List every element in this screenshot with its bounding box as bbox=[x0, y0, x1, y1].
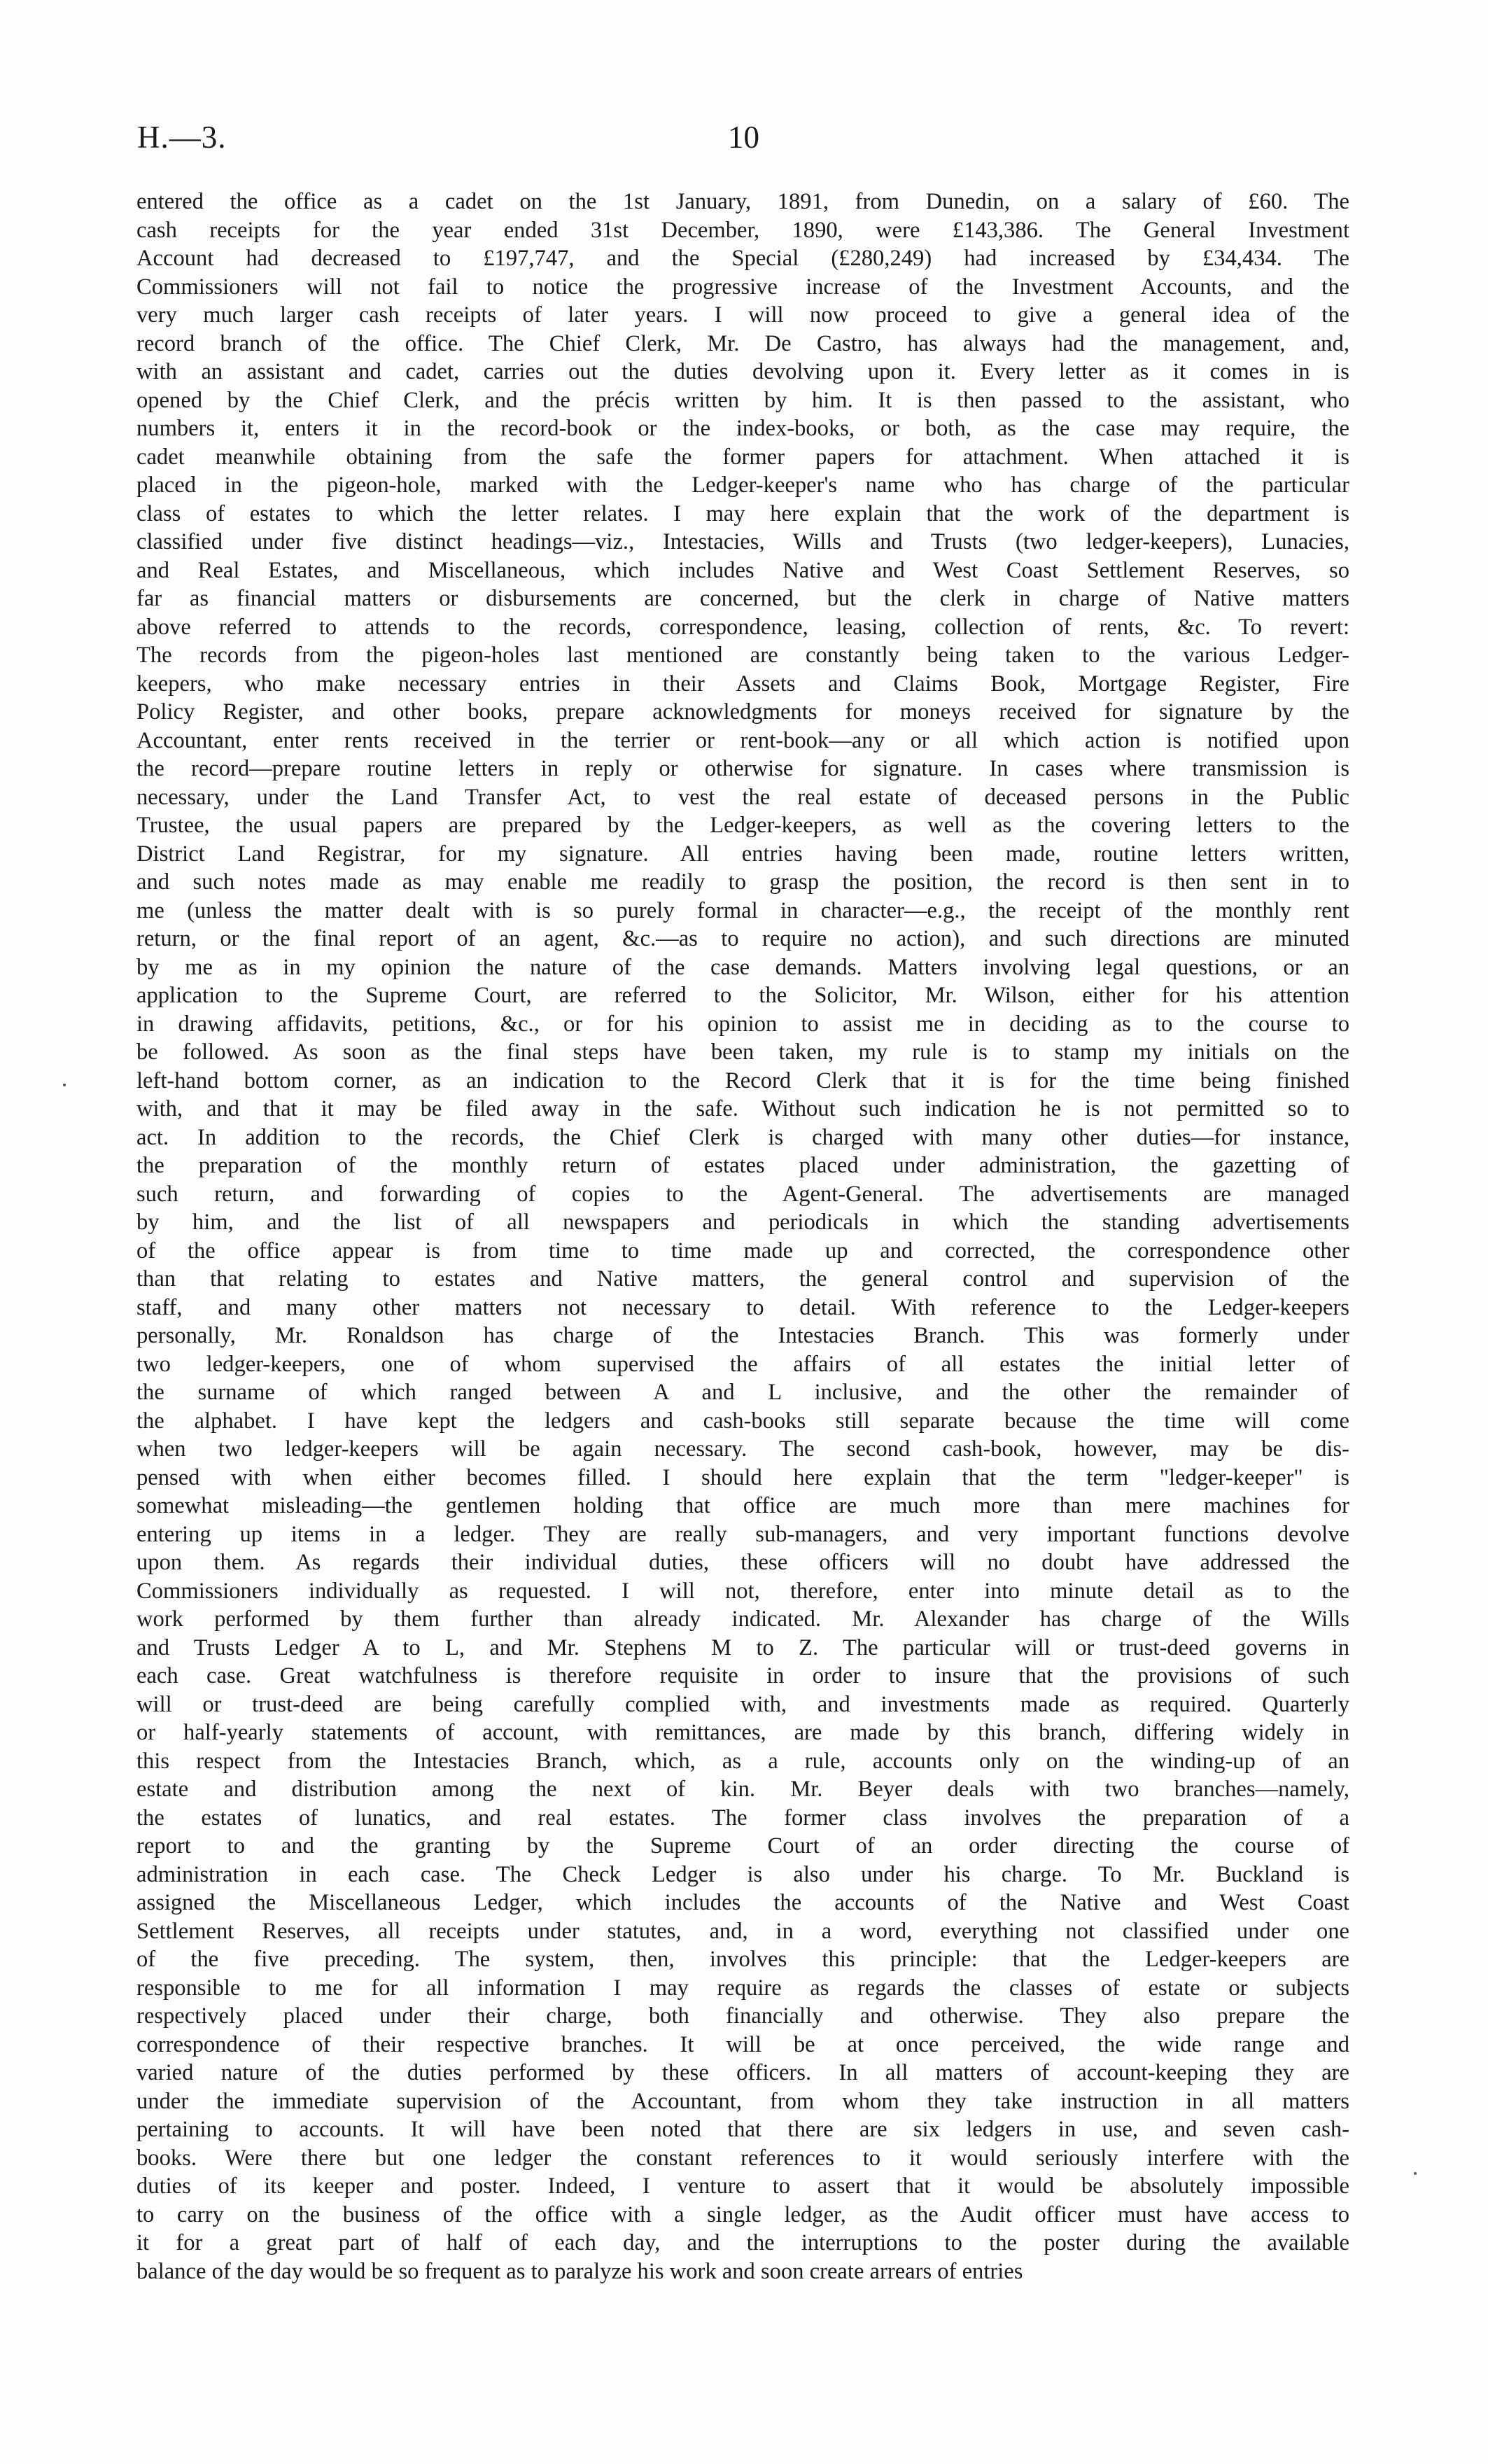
text-line: record branch of the office. The Chief Clerk, Mr. De Castro, has always had the management, and, bbox=[136, 330, 1349, 356]
margin-speck bbox=[63, 1084, 66, 1086]
text-line: of the five preceding. The system, then, involves this principle: that the Ledger-keepers are bbox=[136, 1947, 1349, 1972]
text-line: somewhat misleading—the gentlemen holding that office are much more than mere machines for bbox=[136, 1493, 1349, 1518]
text-line: far as financial matters or disbursements are concerned, but the clerk in charge of Native matters bbox=[136, 586, 1349, 611]
text-line: the surname of which ranged between A and L inclusive, and the other the remainder of bbox=[136, 1380, 1349, 1405]
text-line: by him, and the list of all newspapers and periodicals in which the standing advertisements bbox=[136, 1210, 1349, 1235]
text-line: correspondence of their respective branches. It will be at once perceived, the wide range and bbox=[136, 2031, 1349, 2057]
text-line: of the office appear is from time to time made up and corrected, the correspondence other bbox=[136, 1238, 1349, 1264]
text-line: staff, and many other matters not necessary to detail. With reference to the Ledger-keepers bbox=[136, 1294, 1349, 1320]
text-line: Commissioners will not fail to notice the progressive increase of the Investment Accounts, and the bbox=[136, 274, 1349, 300]
text-line: above referred to attends to the records, correspondence, leasing, collection of rents, &c. To revert: bbox=[136, 614, 1349, 640]
text-line: and Trusts Ledger A to L, and Mr. Stephens M to Z. The particular will or trust-deed governs in bbox=[136, 1634, 1349, 1660]
text-line: The records from the pigeon-holes last mentioned are constantly being taken to the various Ledger- bbox=[136, 643, 1349, 668]
text-line: entered the office as a cadet on the 1st January, 1891, from Dunedin, on a salary of £60. The bbox=[136, 189, 1349, 214]
text-line: and such notes made as may enable me readily to grasp the position, the record is then sent in to bbox=[136, 869, 1349, 895]
text-line: cash receipts for the year ended 31st December, 1890, were £143,386. The General Investment bbox=[136, 217, 1349, 243]
text-line: very much larger cash receipts of later years. I will now proceed to give a general idea of the bbox=[136, 302, 1349, 328]
text-line: left-hand bottom corner, as an indication to the Record Clerk that it is for the time being finished bbox=[136, 1068, 1349, 1093]
text-line: responsible to me for all information I may require as regards the classes of estate or subjects bbox=[136, 1975, 1349, 2001]
text-line: two ledger-keepers, one of whom supervised the affairs of all estates the initial letter of bbox=[136, 1351, 1349, 1377]
text-line: and Real Estates, and Miscellaneous, which includes Native and West Coast Settlement Reserves, so bbox=[136, 557, 1349, 583]
text-line: or half-yearly statements of account, with remittances, are made by this branch, differing widely in bbox=[136, 1720, 1349, 1745]
text-line: such return, and forwarding of copies to the Agent-General. The advertisements are managed bbox=[136, 1181, 1349, 1207]
text-line: Trustee, the usual papers are prepared by the Ledger-keepers, as well as the covering letters to the bbox=[136, 813, 1349, 838]
text-line: District Land Registrar, for my signature. All entries having been made, routine letters written, bbox=[136, 841, 1349, 867]
text-line: respectively placed under their charge, both financially and otherwise. They also prepare the bbox=[136, 2003, 1349, 2029]
text-line: the preparation of the monthly return of estates placed under administration, the gazetting of bbox=[136, 1153, 1349, 1178]
text-line: under the immediate supervision of the Accountant, from whom they take instruction in all matters bbox=[136, 2088, 1349, 2114]
text-line: than that relating to estates and Native matters, the general control and supervision of the bbox=[136, 1266, 1349, 1292]
text-line: it for a great part of half of each day, and the interruptions to the poster during the available bbox=[136, 2230, 1349, 2255]
text-line: personally, Mr. Ronaldson has charge of the Intestacies Branch. This was formerly under bbox=[136, 1323, 1349, 1348]
text-line: placed in the pigeon-hole, marked with the Ledger-keeper's name who has charge of the particular bbox=[136, 472, 1349, 498]
text-line: entering up items in a ledger. They are really sub-managers, and very important functions devolve bbox=[136, 1521, 1349, 1547]
text-line: upon them. As regards their individual duties, these officers will no doubt have addressed the bbox=[136, 1550, 1349, 1575]
text-line: balance of the day would be so frequent as to paralyze his work and soon create arrears of entries bbox=[136, 2258, 1023, 2284]
text-line: Account had decreased to £197,747, and the Special (£280,249) had increased by £34,434. The bbox=[136, 246, 1349, 271]
text-line: opened by the Chief Clerk, and the précis written by him. It is then passed to the assistant, who bbox=[136, 387, 1349, 413]
text-line: report to and the granting by the Supreme Court of an order directing the course of bbox=[136, 1833, 1349, 1858]
text-line: numbers it, enters it in the record-book or the index-books, or both, as the case may require, the bbox=[136, 416, 1349, 441]
text-line: work performed by them further than already indicated. Mr. Alexander has charge of the Wills bbox=[136, 1606, 1349, 1632]
text-line: keepers, who make necessary entries in their Assets and Claims Book, Mortgage Register, Fire bbox=[136, 671, 1349, 696]
text-line: with an assistant and cadet, carries out the duties devolving upon it. Every letter as it comes in is bbox=[136, 359, 1349, 384]
text-line: Settlement Reserves, all receipts under statutes, and, in a word, everything not classified under one bbox=[136, 1918, 1349, 1944]
text-line: duties of its keeper and poster. Indeed, I venture to assert that it would be absolutely impossible bbox=[136, 2174, 1349, 2199]
text-line: this respect from the Intestacies Branch, which, as a rule, accounts only on the winding-up of an bbox=[136, 1748, 1349, 1774]
text-line: varied nature of the duties performed by these officers. In all matters of account-keeping they are bbox=[136, 2060, 1349, 2085]
text-line: pertaining to accounts. It will have been noted that there are six ledgers in use, and seven cash- bbox=[136, 2117, 1349, 2142]
text-line: application to the Supreme Court, are referred to the Solicitor, Mr. Wilson, either for his attention bbox=[136, 983, 1349, 1008]
text-line: each case. Great watchfulness is therefore requisite in order to insure that the provisions of such bbox=[136, 1663, 1349, 1688]
text-line: me (unless the matter dealt with is so purely formal in character—e.g., the receipt of the monthly rent bbox=[136, 897, 1349, 923]
text-line: when two ledger-keepers will be again necessary. The second cash-book, however, may be dis- bbox=[136, 1436, 1349, 1462]
text-line: class of estates to which the letter relates. I may here explain that the work of the department is bbox=[136, 500, 1349, 526]
text-line: estate and distribution among the next of kin. Mr. Beyer deals with two branches—namely, bbox=[136, 1777, 1349, 1802]
text-line: classified under five distinct headings—viz., Intestacies, Wills and Trusts (two ledger-keepers), Lunacies, bbox=[136, 529, 1349, 554]
text-line: cadet meanwhile obtaining from the safe the former papers for attachment. When attached it is bbox=[136, 444, 1349, 470]
text-line: to carry on the business of the office with a single ledger, as the Audit officer must have access to bbox=[136, 2202, 1349, 2227]
text-line: in drawing affidavits, petitions, &c., or for his opinion to assist me in deciding as to the course to bbox=[136, 1011, 1349, 1037]
text-line: be followed. As soon as the final steps have been taken, my rule is to stamp my initials on the bbox=[136, 1040, 1349, 1065]
text-line: return, or the final report of an agent, &c.—as to require no action), and such directions are minuted bbox=[136, 926, 1349, 951]
text-line: with, and that it may be filed away in the safe. Without such indication he is not permitted so to bbox=[136, 1096, 1349, 1121]
text-line: will or trust-deed are being carefully complied with, and investments made as required. Quarterly bbox=[136, 1691, 1349, 1717]
text-line: Accountant, enter rents received in the terrier or rent-book—any or all which action is notified upon bbox=[136, 727, 1349, 753]
text-line: necessary, under the Land Transfer Act, to vest the real estate of deceased persons in the Public bbox=[136, 784, 1349, 810]
page-number: 10 bbox=[728, 120, 759, 155]
body-text bbox=[136, 188, 1349, 2286]
text-line: by me as in my opinion the nature of the case demands. Matters involving legal questions, or an bbox=[136, 954, 1349, 980]
text-line: the estates of lunatics, and real estates. The former class involves the preparation of a bbox=[136, 1805, 1349, 1830]
text-line: act. In addition to the records, the Chief Clerk is charged with many other duties—for instance, bbox=[136, 1124, 1349, 1150]
text-line: Commissioners individually as requested. I will not, therefore, enter into minute detail as to the bbox=[136, 1578, 1349, 1604]
text-line: pensed with when either becomes filled. I should here explain that the term "ledger-keeper" is bbox=[136, 1464, 1349, 1490]
text-line: the alphabet. I have kept the ledgers and cash-books still separate because the time will come bbox=[136, 1408, 1349, 1434]
text-line: Policy Register, and other books, prepare acknowledgments for moneys received for signature by the bbox=[136, 699, 1349, 724]
text-line: assigned the Miscellaneous Ledger, which includes the accounts of the Native and West Coast bbox=[136, 1890, 1349, 1915]
text-line: books. Were there but one ledger the constant references to it would seriously interfere with the bbox=[136, 2145, 1349, 2171]
text-line: administration in each case. The Check Ledger is also under his charge. To Mr. Buckland is bbox=[136, 1861, 1349, 1887]
text-line: the record—prepare routine letters in reply or otherwise for signature. In cases where transmission is bbox=[136, 756, 1349, 781]
document-reference: H.—3. bbox=[137, 120, 227, 155]
margin-speck bbox=[1414, 2172, 1417, 2175]
